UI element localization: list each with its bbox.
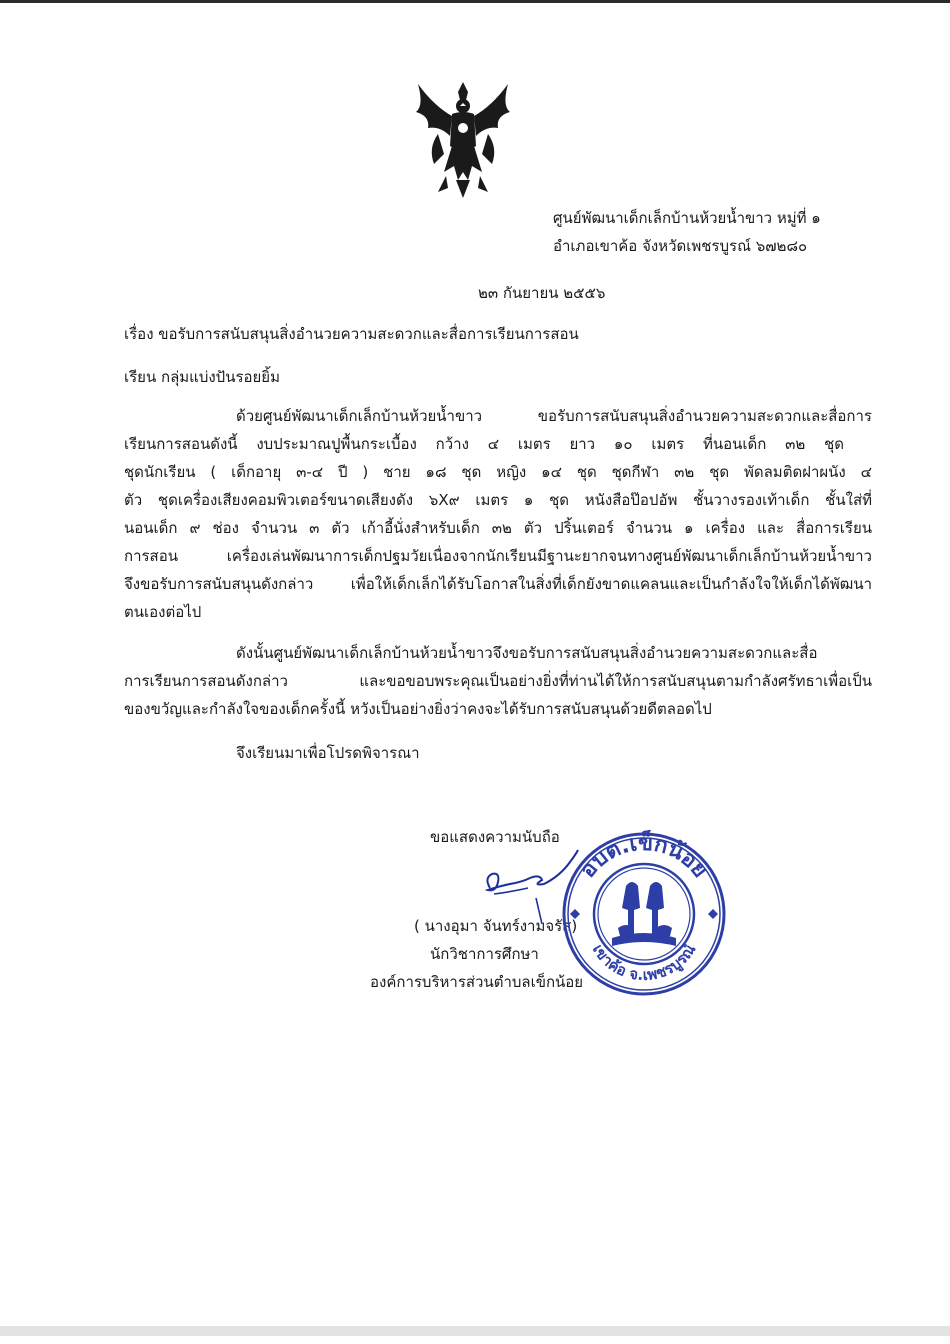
signatory-organization: องค์การบริหารส่วนตำบลเข็กน้อย [370,973,584,991]
svg-text:อบต.เข็กน้อย [575,830,712,883]
stamp-top-text: อบต.เข็กน้อย [575,830,713,883]
body-p1-line-8: ตนเองต่อไป [124,603,202,621]
body-p1-line-7: จึงขอรับการสนับสนุนดังกล่าว เพื่อให้เด็กเล็กได้รับโอกาสในสิ่งที่เด็กยังขาดแคลนและเป็นกำลังใจให้เด็กได้พัฒนา [124,575,872,593]
body-p2-line-3: ของขวัญและกำลังใจของเด็กครั้งนี้ หวังเป็นอย่างยิ่งว่าคงจะได้รับการสนับสนุนด้วยดีตลอดไป [124,700,712,718]
sender-address-line-2: อำเภอเขาค้อ จังหวัดเพชรบูรณ์ ๖๗๒๘๐ [553,237,808,255]
body-p1-line-6: การสอน เครื่องเล่นพัฒนาการเด็กปฐมวัยเนื่องจากนักเรียนมีฐานะยากจนทางศูนย์พัฒนาเด็กเล็กบ้านห้วยน้ำขาว [124,547,872,565]
scan-bottom-edge [0,1326,950,1336]
signatory-position: นักวิชาการศึกษา [430,945,539,963]
garuda-emblem-icon [408,76,518,200]
scan-top-edge [0,0,950,3]
body-p1-line-4: ตัว ชุดเครื่องเสียงคอมพิวเตอร์ขนาดเสียงดัง ๖X๙ เมตร ๑ ชุด หนังสือป๊อปอัพ ชั้นวางรองเท้าเด็ก ชั้นใส่ที่ [124,491,872,509]
body-p1-line-3: ชุดนักเรียน ( เด็กอายุ ๓-๔ ปี ) ชาย ๑๘ ชุด หญิง ๑๔ ชุด ชุดกีฬา ๓๒ ชุด พัดลมติดฝาผนัง ๔ [124,463,872,481]
stamp-bottom-text: เขาค้อ จ.เพชรบูรณ์ [588,940,700,985]
letter-date: ๒๓ กันยายน ๒๕๕๖ [478,284,606,302]
letter-recipient: เรียน กลุ่มแบ่งปันรอยยิ้ม [124,368,280,386]
body-p2-line-1: ดังนั้นศูนย์พัฒนาเด็กเล็กบ้านห้วยน้ำขาวจึงขอรับการสนับสนุนสิ่งอำนวยความสะดวกและสื่อ [236,644,818,662]
regards-line: ขอแสดงความนับถือ [430,828,560,846]
sender-address-line-1: ศูนย์พัฒนาเด็กเล็กบ้านห้วยน้ำขาว หมู่ที่ ๑ [553,209,821,227]
letter-subject: เรื่อง ขอรับการสนับสนุนสิ่งอำนวยความสะดวกและสื่อการเรียนการสอน [124,325,579,343]
svg-text:เขาค้อ จ.เพชรบูรณ์ [589,941,700,984]
signatory-name: ( นางอุมา จันทร์งามจรัส) [414,917,578,935]
official-seal-stamp [560,830,728,998]
closing-line: จึงเรียนมาเพื่อโปรดพิจารณา [236,744,420,762]
stamp-emblem-icon [612,882,676,946]
body-p2-line-2: การเรียนการสอนดังกล่าว และขอขอบพระคุณเป็นอย่างยิ่งที่ท่านได้ให้การสนับสนุนตามกำลังศรัทธาเพื่อเป็น [124,672,872,690]
body-p1-line-1: ด้วยศูนย์พัฒนาเด็กเล็กบ้านห้วยน้ำขาว ขอรับการสนับสนุนสิ่งอำนวยความสะดวกและสื่อการ [236,407,872,425]
body-p1-line-2: เรียนการสอนดังนี้ งบประมาณปูพื้นกระเบื้อง กว้าง ๔ เมตร ยาว ๑๐ เมตร ที่นอนเด็ก ๓๒ ชุด [124,435,844,453]
body-p1-line-5: นอนเด็ก ๙ ช่อง จำนวน ๓ ตัว เก้าอี้นั่งสำหรับเด็ก ๓๒ ตัว ปริ้นเตอร์ จำนวน ๑ เครื่อง และ สื่อการเรียน [124,519,872,537]
